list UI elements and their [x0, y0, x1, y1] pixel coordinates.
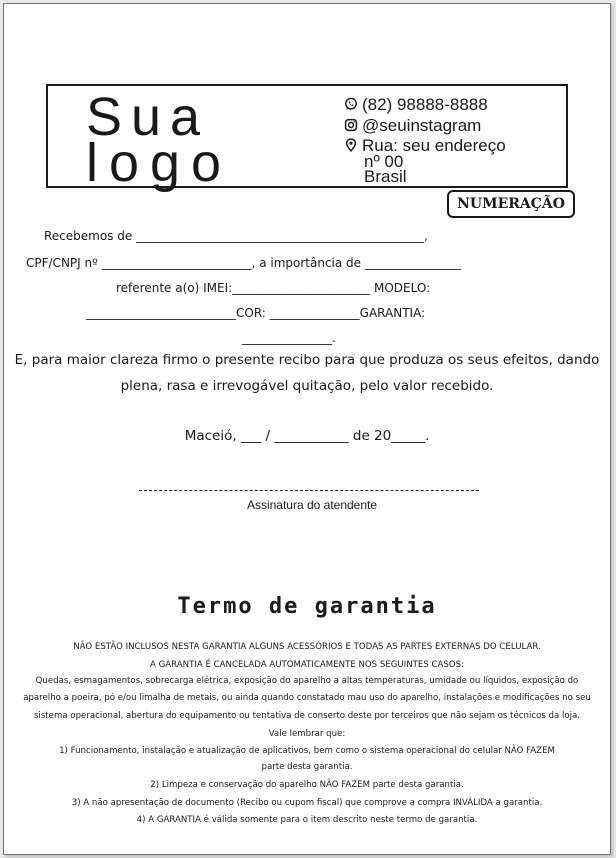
instagram-icon — [344, 118, 358, 132]
numbering-box: NUMERAÇÃO — [447, 190, 575, 218]
terms-line: 4) A GARANTIA é válida somente para o item descrito neste termo de garantia. — [136, 815, 478, 825]
address-line2: nº 00 — [364, 152, 404, 171]
receipt-line-cpf-amount: CPF/CNPJ nº _________________________, a importância de ________________ — [26, 256, 461, 270]
receipt-line-blank: _______________. — [242, 331, 336, 345]
terms-line: sistema operacional, abertura do equipamento ou tentativa de conserto deste por terceiros que não sejam os técnicos da loja. — [33, 711, 581, 721]
instagram-handle: @seuinstagram — [362, 116, 482, 135]
terms-line: 1) Funcionamento, instalação e atualização de aplicativos, bem como o sistema operacional do celular NÃO FAZEM — [59, 746, 555, 756]
receipt-statement-line2: plena, rasa e irrevogável quitação, pelo valor recebido. — [120, 378, 494, 394]
signature-line — [139, 490, 479, 491]
terms-line: A GARANTIA É CANCELADA AUTOMATICAMENTE NOS SEGUINTES CASOS: — [150, 660, 464, 670]
phone-number: (82) 98888-8888 — [362, 95, 488, 114]
address-line1: Rua: seu endereço — [362, 136, 506, 155]
whatsapp-icon — [344, 97, 358, 111]
logo-text-line1: Sua — [86, 87, 210, 147]
address-line3: Brasil — [364, 167, 407, 186]
signature-label: Assinatura do atendente — [246, 498, 378, 512]
receipt-page — [3, 3, 611, 855]
logo-placeholder — [86, 86, 346, 193]
location-pin-icon — [344, 138, 358, 152]
receipt-line-imei-model: referente a(o) IMEI:_______________________ MODELO: — [116, 281, 431, 295]
receipt-line-received-from: Recebemos de ________________________________________________, — [44, 229, 428, 243]
terms-line: aparelho a poeira, pó e/ou limalha de metais, ou ainda quando constatado mau uso do aparelho, instalações e modificações no seu — [23, 693, 591, 703]
date-line: Maceió, ___ / ___________ de 20_____. — [184, 428, 430, 444]
terms-line: 2) Limpeza e conservação do aparelho NÃO FAZEM parte desta garantia. — [150, 780, 464, 790]
terms-line: 3) A não apresentação de documento (Recibo ou cupom fiscal) que comprove a compra INVÁLIDA a garantia. — [71, 798, 543, 808]
instagram-row — [344, 117, 481, 135]
terms-title: Termo de garantia — [177, 594, 437, 619]
receipt-line-color-warranty: _________________________COR: _______________GARANTIA: — [86, 306, 426, 320]
terms-line: parte desta garantia. — [261, 762, 353, 772]
terms-line: Vale lembrar que: — [268, 729, 346, 739]
terms-line: Quedas, esmagamentos, sobrecarga elétrica, exposição do aparelho a altas temperaturas, umidade ou líquidos, exposição do — [35, 676, 579, 686]
logo-text-line2: logo — [86, 133, 233, 193]
terms-line: NÃO ESTÃO INCLUSOS NESTA GARANTIA ALGUNS ACESSÓRIOS E TODAS AS PARTES EXTERNAS DO CELULAR. — [73, 642, 541, 652]
receipt-statement-line1: E, para maior clareza firmo o presente recibo para que produza os seus efeitos, dando — [14, 352, 600, 368]
header-box — [46, 84, 568, 193]
phone-row — [344, 96, 488, 114]
